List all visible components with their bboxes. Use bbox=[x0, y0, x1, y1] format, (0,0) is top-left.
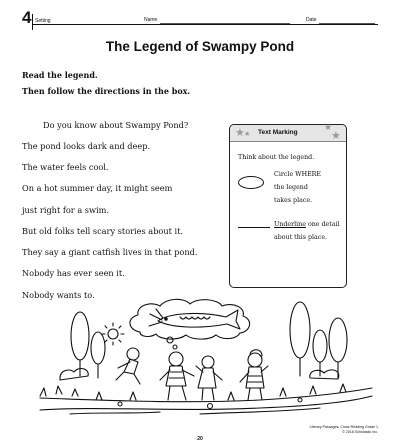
credit-text: © 2016 Scholastic Inc. bbox=[342, 430, 378, 434]
star-icon: ★ bbox=[331, 129, 341, 142]
worksheet-header bbox=[22, 8, 378, 30]
star-icon: ★ bbox=[235, 126, 245, 139]
swampy-pond-illustration bbox=[0, 296, 400, 416]
page-number: 4 bbox=[22, 8, 32, 27]
story-line: But old folks tell scary stories about it. bbox=[22, 226, 184, 236]
circle-oval-icon bbox=[238, 176, 264, 189]
story-line: The water feels cool. bbox=[22, 162, 109, 172]
bush-icon bbox=[310, 370, 339, 379]
tree-icon bbox=[71, 312, 89, 360]
underline-rest: one detail bbox=[305, 221, 340, 228]
text-marking-intro: Think about the legend. bbox=[238, 154, 315, 161]
underline-word: Underline bbox=[274, 221, 306, 228]
story-line: Nobody wants to. bbox=[22, 290, 95, 300]
story-line: just right for a swim. bbox=[22, 205, 110, 215]
text-marking-header bbox=[230, 125, 346, 142]
story-line: On a hot summer day, it might seem bbox=[22, 183, 173, 193]
tree-icon bbox=[290, 302, 310, 358]
star-icon: ★ bbox=[324, 123, 333, 133]
underline-instruction: about this place. bbox=[274, 234, 328, 241]
date-field[interactable] bbox=[319, 23, 375, 24]
circle-instruction: the legend bbox=[274, 184, 308, 191]
underline-instruction bbox=[274, 221, 340, 228]
tree-icon bbox=[329, 318, 347, 362]
child-figure bbox=[116, 348, 140, 384]
child-figure bbox=[160, 352, 194, 400]
page-title: The Legend of Swampy Pond bbox=[105, 39, 295, 54]
sun-icon bbox=[102, 323, 124, 345]
name-field[interactable] bbox=[160, 23, 290, 24]
circle-instruction: Circle WHERE bbox=[274, 171, 322, 178]
pond-bank bbox=[40, 388, 372, 402]
catfish-icon bbox=[158, 310, 240, 329]
credit-line bbox=[310, 425, 378, 435]
instruction-line: Read the legend. bbox=[22, 70, 98, 80]
story-line: Nobody has ever seen it. bbox=[22, 268, 125, 278]
underline-blank bbox=[238, 227, 270, 228]
circle-instruction: takes place. bbox=[274, 197, 313, 204]
skill-label: Setting bbox=[35, 18, 51, 24]
story-line: Do you know about Swampy Pond? bbox=[43, 120, 189, 130]
name-label: Name bbox=[144, 17, 158, 23]
instruction-line: Then follow the directions in the box. bbox=[22, 86, 191, 96]
text-marking-box bbox=[229, 124, 347, 288]
header-divider bbox=[32, 14, 379, 30]
star-icon: ★ bbox=[244, 130, 251, 138]
story-line: The pond looks dark and deep. bbox=[22, 141, 151, 151]
tree-icon bbox=[91, 332, 105, 364]
tree-icon bbox=[313, 330, 327, 362]
pond-water bbox=[40, 396, 372, 410]
date-label: Date bbox=[306, 17, 317, 23]
bush-icon bbox=[60, 369, 88, 380]
credit-text: Literary Passages: Close Reading Grade 1 bbox=[309, 425, 378, 429]
child-figure bbox=[240, 350, 268, 400]
text-marking-title: Text Marking bbox=[258, 129, 298, 136]
story-line: They say a giant catfish lives in that pond. bbox=[22, 247, 198, 257]
header-rule bbox=[32, 24, 378, 25]
child-figure bbox=[196, 356, 222, 400]
footer-page-number: 20 bbox=[197, 436, 203, 442]
